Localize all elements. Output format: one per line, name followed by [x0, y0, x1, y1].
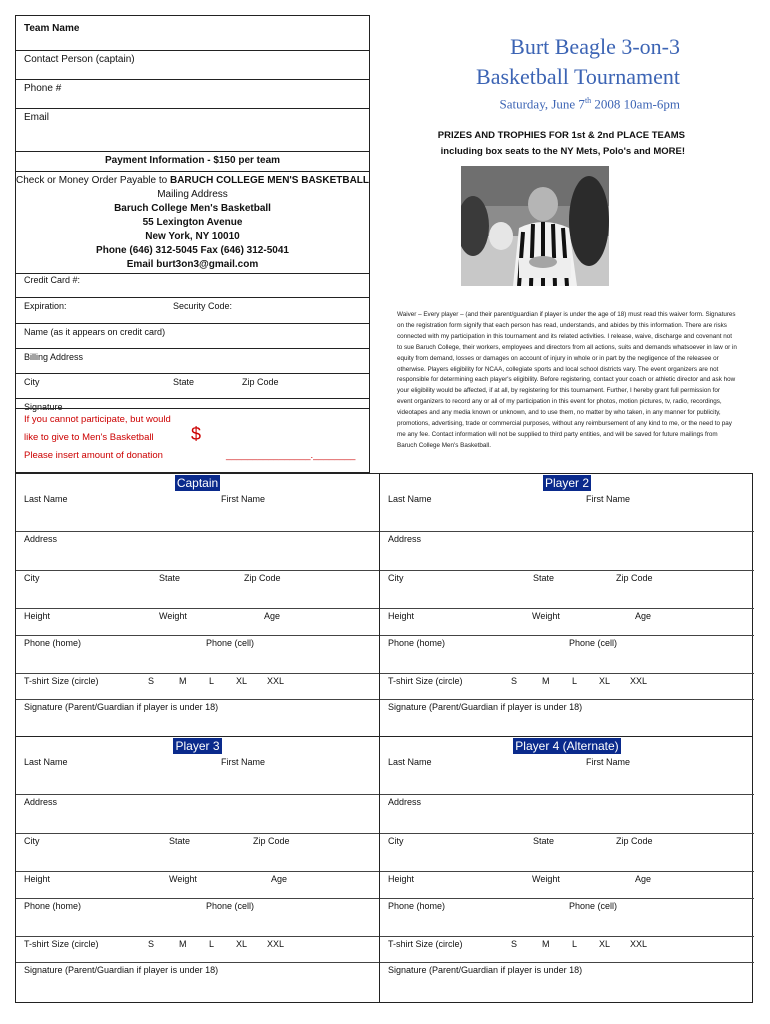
size-s-label: S: [148, 939, 155, 949]
address-label: Address: [24, 534, 58, 544]
size-xl-label: XL: [599, 676, 611, 686]
weight-label: Weight: [159, 611, 187, 621]
mailing-label: Mailing Address: [157, 189, 228, 200]
height-row[interactable]: [16, 609, 379, 636]
player-card-3: [16, 737, 379, 999]
event-date: [380, 96, 680, 112]
address-label: Address: [388, 797, 422, 807]
donation-line-1: If you cannot participate, but would: [24, 414, 171, 425]
phone-home-label: Phone (home): [24, 638, 82, 648]
tshirt-label: T-shirt Size (circle): [388, 939, 463, 949]
player-card-title: Captain: [176, 476, 219, 490]
player-card-header: [16, 474, 379, 492]
last-name-label: Last Name: [24, 494, 68, 504]
city-row[interactable]: [380, 571, 754, 609]
donation-line-3: Please insert amount of donation: [24, 450, 163, 461]
date-time: 2008 10am-6pm: [591, 96, 680, 112]
height-row[interactable]: [16, 872, 379, 899]
state-label: State: [173, 377, 195, 387]
referee-photo: [461, 166, 609, 286]
size-xxl-label: XXL: [630, 939, 648, 949]
contact-person-field[interactable]: [16, 51, 369, 80]
last-name-label: Last Name: [24, 757, 68, 767]
phone-field[interactable]: [16, 80, 369, 109]
size-l-label: L: [209, 939, 215, 949]
contact-person-label: Contact Person (captain): [24, 54, 135, 65]
tshirt-row[interactable]: [16, 937, 379, 963]
city-label: City: [24, 377, 40, 387]
signature-label: Signature (Parent/Guardian if player is under 18): [388, 965, 583, 975]
height-row[interactable]: [380, 609, 754, 636]
size-xxl-label: XXL: [267, 676, 285, 686]
date-suffix: th: [584, 96, 592, 105]
signature-row[interactable]: [380, 700, 754, 736]
payable-to: BARUCH COLLEGE MEN'S BASKETBALL: [169, 175, 370, 186]
cardholder-name-field[interactable]: [16, 324, 369, 349]
zip-label: Zip Code: [616, 573, 653, 583]
size-xl-label: XL: [236, 676, 248, 686]
phone-row[interactable]: [380, 636, 754, 674]
phone-cell-label: Phone (cell): [569, 638, 618, 648]
city-label: City: [388, 836, 404, 846]
height-label: Height: [388, 611, 415, 621]
first-name-label: First Name: [221, 757, 266, 767]
date-prefix: Saturday, June 7: [499, 96, 585, 112]
size-m-label: M: [179, 939, 187, 949]
player-card-4: [380, 737, 754, 999]
zip-label: Zip Code: [616, 836, 653, 846]
waiver-text: Waiver – Every player – (and their parent/guardian if player is under the age of 18) must read this waiver form. Signatures on the registration form signify that each person has read, understands, and abides by this information. There are risks connected with my participation in this tournament and its related activities. I release, waive, discharge and covenant not to sue Baruch College, their workers, employees and directors from all actions, suits and demands whatsoever in law or in equity from demand, losses or damages on account of injury in whole or in part by the negligence of the releasee or otherwise. Players eligibility for NCAA, collegiate sports and local school districts vary. The event organizers are not responsible for determining each player's eligibility. Before registering, contact your coach or athletic director and ask how your eligibility would be affected, if at all, by registering for this tournament. Further, I hereby grant full permission for event organizers to record any or all of my participation in this event for photos, motion pictures, tv, radio, recordings, videotapes and any media known or unknown, and to use them, no matter by who taken, in any manner for publicity, promotions, advertising, trade or commercial purposes, without any reimbursement of any kind to me, or the need to pay me any fee. Contact information will not be supplied to third party entities, and will be saved for future mailings from Baruch College Men's Basketball.: [397, 311, 737, 449]
payment-header: Payment Information - $150 per team: [16, 152, 369, 172]
size-s-label: S: [511, 676, 518, 686]
team-name-field[interactable]: [16, 16, 369, 51]
zip-label: Zip Code: [244, 573, 281, 583]
address-row[interactable]: [16, 795, 379, 834]
mailing-address-2: 55 Lexington Avenue: [142, 217, 243, 228]
weight-label: Weight: [532, 874, 560, 884]
billing-city-row[interactable]: [16, 374, 369, 399]
tshirt-label: T-shirt Size (circle): [24, 676, 99, 686]
expiration-row[interactable]: [16, 298, 369, 324]
zip-label: Zip Code: [253, 836, 290, 846]
phone-cell-label: Phone (cell): [206, 638, 255, 648]
security-code-label: Security Code:: [173, 301, 233, 311]
player-card-title: Player 3: [175, 739, 220, 753]
email-label: Email: [24, 112, 50, 123]
tshirt-row[interactable]: [380, 674, 754, 700]
first-name-label: First Name: [586, 757, 631, 767]
height-label: Height: [24, 611, 51, 621]
name-row[interactable]: [380, 755, 754, 795]
city-row[interactable]: [16, 571, 379, 609]
payable-prefix: Check or Money Order Payable to: [16, 175, 170, 186]
size-s-label: S: [511, 939, 518, 949]
state-label: State: [159, 573, 181, 583]
zip-label: Zip Code: [242, 377, 279, 387]
billing-address-label: Billing Address: [24, 352, 84, 362]
size-s-label: S: [148, 676, 155, 686]
weight-label: Weight: [532, 611, 560, 621]
state-label: State: [533, 573, 555, 583]
size-m-label: M: [542, 939, 550, 949]
email-field[interactable]: [16, 109, 369, 152]
size-xl-label: XL: [236, 939, 248, 949]
height-label: Height: [24, 874, 51, 884]
tournament-title-line-2: Basketball Tournament: [476, 64, 680, 89]
phone-row[interactable]: [16, 636, 379, 674]
city-row[interactable]: [16, 834, 379, 872]
prizes-line-2: including box seats to the NY Mets, Polo's and MORE!: [440, 146, 685, 157]
phone-row[interactable]: [16, 899, 379, 937]
signature-field[interactable]: [16, 399, 369, 412]
state-label: State: [533, 836, 555, 846]
age-label: Age: [264, 611, 281, 621]
size-xxl-label: XXL: [267, 939, 285, 949]
player-card-header: [380, 737, 754, 755]
phone-home-label: Phone (home): [24, 901, 82, 911]
tshirt-row[interactable]: [380, 937, 754, 963]
address-row[interactable]: [380, 532, 754, 571]
payment-details: [16, 172, 369, 274]
player-card-title: Player 2: [544, 476, 590, 490]
prizes-text: [385, 128, 685, 160]
size-xl-label: XL: [599, 939, 611, 949]
size-l-label: L: [572, 939, 578, 949]
age-label: Age: [271, 874, 288, 884]
state-label: State: [169, 836, 191, 846]
phone-row[interactable]: [380, 899, 754, 937]
signature-row[interactable]: [16, 963, 379, 999]
phone-cell-label: Phone (cell): [206, 901, 255, 911]
player-registration-grid: [15, 473, 753, 1003]
address-label: Address: [388, 534, 422, 544]
credit-card-field[interactable]: [16, 274, 369, 298]
expiration-label: Expiration:: [24, 301, 67, 311]
donation-section: [16, 408, 369, 474]
size-l-label: L: [209, 676, 215, 686]
name-row[interactable]: [16, 755, 379, 795]
last-name-label: Last Name: [388, 494, 432, 504]
city-label: City: [24, 836, 40, 846]
cardholder-name-label: Name (as it appears on credit card): [24, 327, 166, 337]
city-row[interactable]: [380, 834, 754, 872]
dollar-sign: $: [191, 424, 202, 444]
phone-home-label: Phone (home): [388, 638, 446, 648]
payable-line: [16, 174, 369, 188]
signature-label: Signature: [24, 402, 63, 412]
player-card-header: [380, 474, 754, 492]
name-row[interactable]: [380, 492, 754, 532]
age-label: Age: [635, 874, 652, 884]
phone-fax: Phone (646) 312-5045 Fax (646) 312-5041: [96, 245, 289, 256]
player-card-1: [16, 474, 379, 736]
phone-home-label: Phone (home): [388, 901, 446, 911]
contact-email: Email burt3on3@gmail.com: [126, 259, 259, 270]
city-label: City: [24, 573, 40, 583]
billing-address-field[interactable]: [16, 349, 369, 374]
credit-card-label: Credit Card #:: [24, 275, 81, 285]
height-label: Height: [388, 874, 415, 884]
tshirt-label: T-shirt Size (circle): [24, 939, 99, 949]
donation-amount-blank[interactable]: ________________.________: [226, 450, 356, 461]
tournament-title-line-1: Burt Beagle 3-on-3: [510, 34, 680, 59]
address-row[interactable]: [16, 532, 379, 571]
city-label: City: [388, 573, 404, 583]
height-row[interactable]: [380, 872, 754, 899]
weight-label: Weight: [169, 874, 197, 884]
address-label: Address: [24, 797, 58, 807]
size-xxl-label: XXL: [630, 676, 648, 686]
signature-label: Signature (Parent/Guardian if player is under 18): [24, 702, 219, 712]
signature-row[interactable]: [380, 963, 754, 999]
team-info-box: [15, 15, 370, 473]
size-m-label: M: [542, 676, 550, 686]
size-m-label: M: [179, 676, 187, 686]
tshirt-row[interactable]: [16, 674, 379, 700]
name-row[interactable]: [16, 492, 379, 532]
first-name-label: First Name: [586, 494, 631, 504]
mailing-address-3: New York, NY 10010: [145, 231, 240, 242]
prizes-line-1: PRIZES AND TROPHIES FOR 1st & 2nd PLACE TEAMS: [437, 130, 685, 141]
age-label: Age: [635, 611, 652, 621]
tshirt-label: T-shirt Size (circle): [388, 676, 463, 686]
donation-line-2: like to give to Men's Basketball: [24, 432, 154, 443]
signature-label: Signature (Parent/Guardian if player is under 18): [388, 702, 583, 712]
last-name-label: Last Name: [388, 757, 432, 767]
player-card-2: [380, 474, 754, 736]
size-l-label: L: [572, 676, 578, 686]
phone-cell-label: Phone (cell): [569, 901, 618, 911]
signature-label: Signature (Parent/Guardian if player is under 18): [24, 965, 219, 975]
player-card-header: [16, 737, 379, 755]
player-card-title: Player 4 (Alternate): [515, 739, 619, 753]
signature-row[interactable]: [16, 700, 379, 736]
mailing-address-1: Baruch College Men's Basketball: [114, 203, 271, 214]
first-name-label: First Name: [221, 494, 266, 504]
team-name-label: Team Name: [24, 23, 80, 34]
phone-label: Phone #: [24, 83, 62, 94]
address-row[interactable]: [380, 795, 754, 834]
